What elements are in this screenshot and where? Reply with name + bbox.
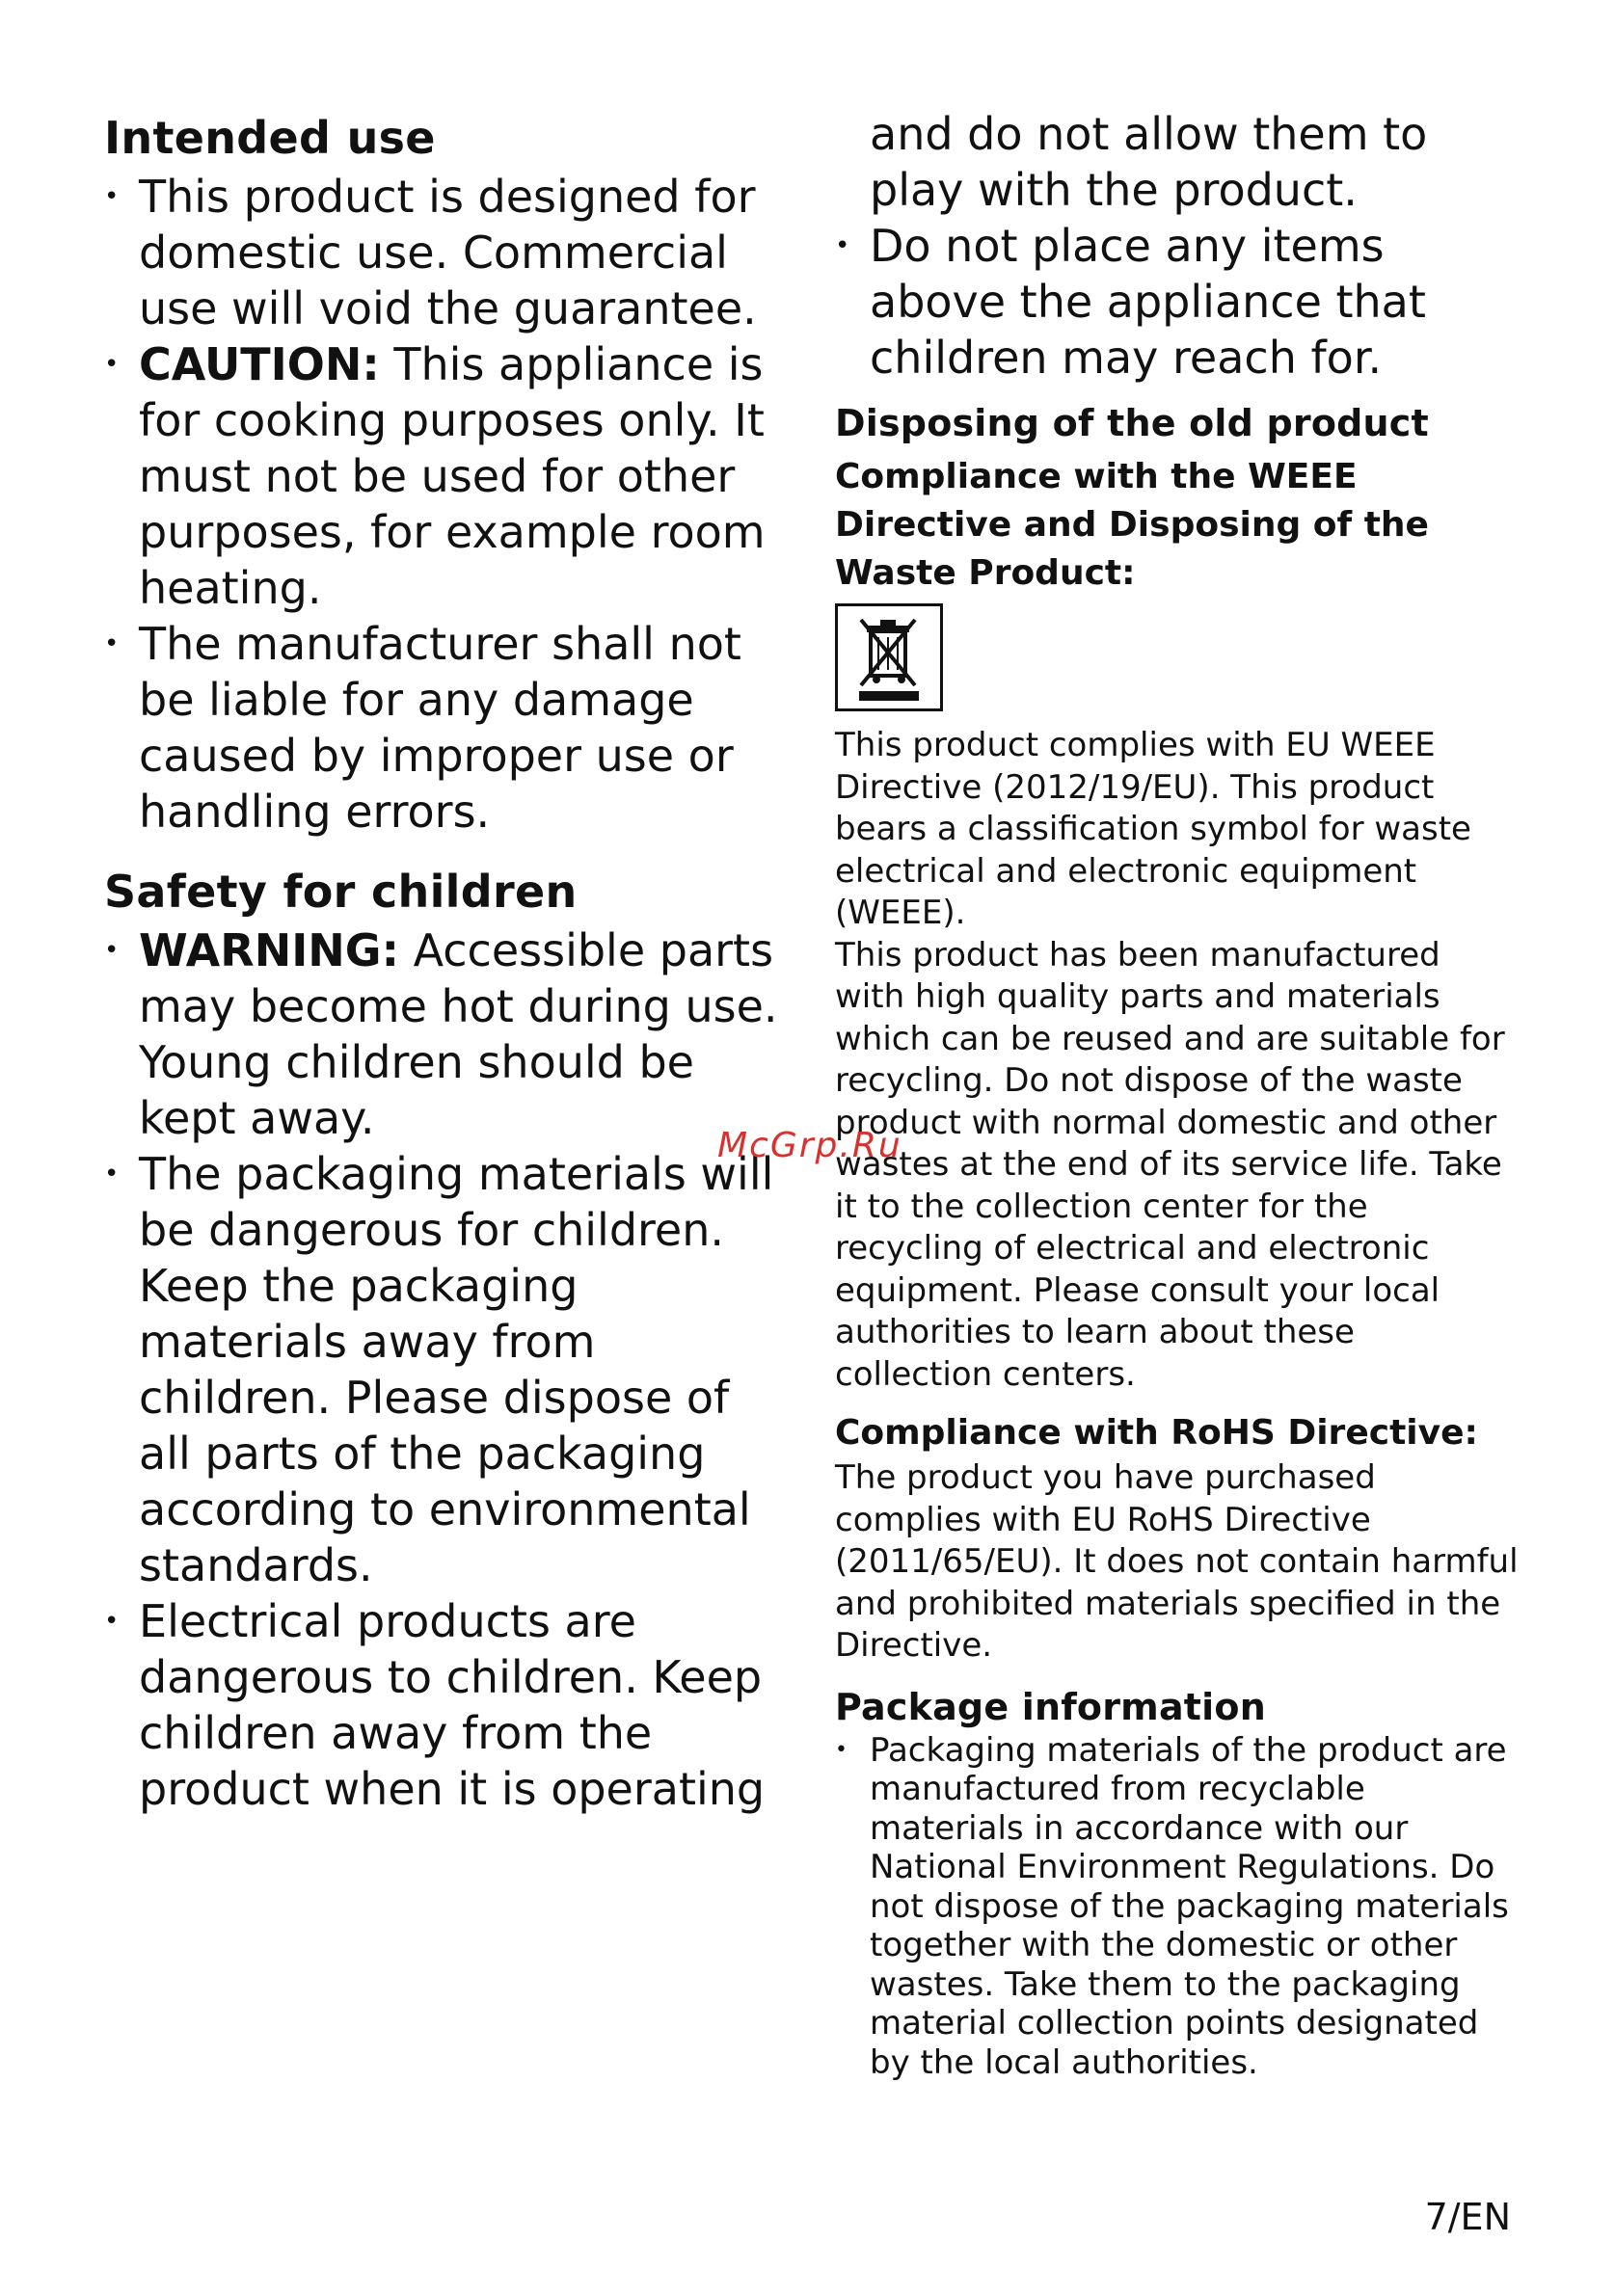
list-item xyxy=(104,922,784,1146)
weee-crossed-bin-icon xyxy=(835,603,943,711)
list-item xyxy=(835,1731,1520,2083)
item-text: Electrical products are dangerous to children. Keep children away from the product when it is operating xyxy=(139,1595,766,1815)
list-item xyxy=(104,1146,784,1593)
list-item xyxy=(104,169,784,336)
intended-use-list xyxy=(104,169,784,840)
page-number: 7/EN xyxy=(1424,2196,1511,2238)
list-item xyxy=(104,616,784,840)
list-item xyxy=(104,336,784,616)
item-text: This appliance is for cooking purposes only. It must not be used for other purposes, for example room heating. xyxy=(139,338,766,614)
weee-paragraph-1: This product complies with EU WEEE Directive (2012/19/EU). This product bears a classification symbol for waste electrical and electronic equipment (WEEE). xyxy=(835,726,1471,932)
disposing-heading: Disposing of the old product xyxy=(835,402,1429,444)
item-text: Accessible parts may become hot during use. Young children should be kept away. xyxy=(139,924,778,1144)
weee-paragraph-2: This product has been manufactured with high quality parts and materials which can be reused and are suitable for recycling. Do not dispose of the waste product with normal domestic and other wastes at the end of its service life. Take it to the collection center for the recycling of electrical and electronic equipment. Please consult your local authorities to learn about these collection centers. xyxy=(835,935,1505,1394)
item-text: Do not place any items above the appliance that children may reach for. xyxy=(870,220,1426,384)
safety-children-list xyxy=(104,922,784,1817)
warning-label: WARNING: xyxy=(139,924,399,976)
rohs-paragraph: The product you have purchased complies with EU RoHS Directive (2011/65/EU). It does not contain harmful and prohibited materials specified in the Directive. xyxy=(835,1458,1519,1665)
caution-label: CAUTION: xyxy=(139,338,380,390)
watermark: McGrp.Ru xyxy=(717,1126,902,1165)
weee-heading: Compliance with the WEEE Directive and Disposing of the Waste Product: xyxy=(835,457,1429,593)
rohs-heading: Compliance with RoHS Directive: xyxy=(835,1413,1478,1453)
safety-children-heading: Safety for children xyxy=(104,866,578,918)
item-text: The manufacturer shall not be liable for any damage caused by improper use or handling errors. xyxy=(139,618,741,838)
list-item xyxy=(104,1593,784,1817)
children-list-continued xyxy=(835,218,1520,386)
continued-text: and do not allow them to play with the product. xyxy=(870,108,1428,216)
package-list xyxy=(835,1731,1520,2083)
intended-use-heading: Intended use xyxy=(104,112,436,164)
list-item xyxy=(835,218,1520,386)
right-column xyxy=(835,106,1520,2082)
item-text: The packaging materials will be dangerous for children. Keep the packaging materials away from children. Please dispose of all parts of the packaging according to environmental standards. xyxy=(139,1148,774,1591)
item-text: Packaging materials of the product are manufactured from recyclable materials in accordance with our National Environment Regulations. Do not dispose of the packaging materials together with the domestic or other wastes. Take them to the packaging material collection points designated by the local authorities. xyxy=(870,1730,1509,2082)
package-heading: Package information xyxy=(835,1685,1266,1728)
left-column xyxy=(104,111,784,1817)
item-text: This product is designed for domestic use. Commercial use will void the guarantee. xyxy=(139,171,757,334)
